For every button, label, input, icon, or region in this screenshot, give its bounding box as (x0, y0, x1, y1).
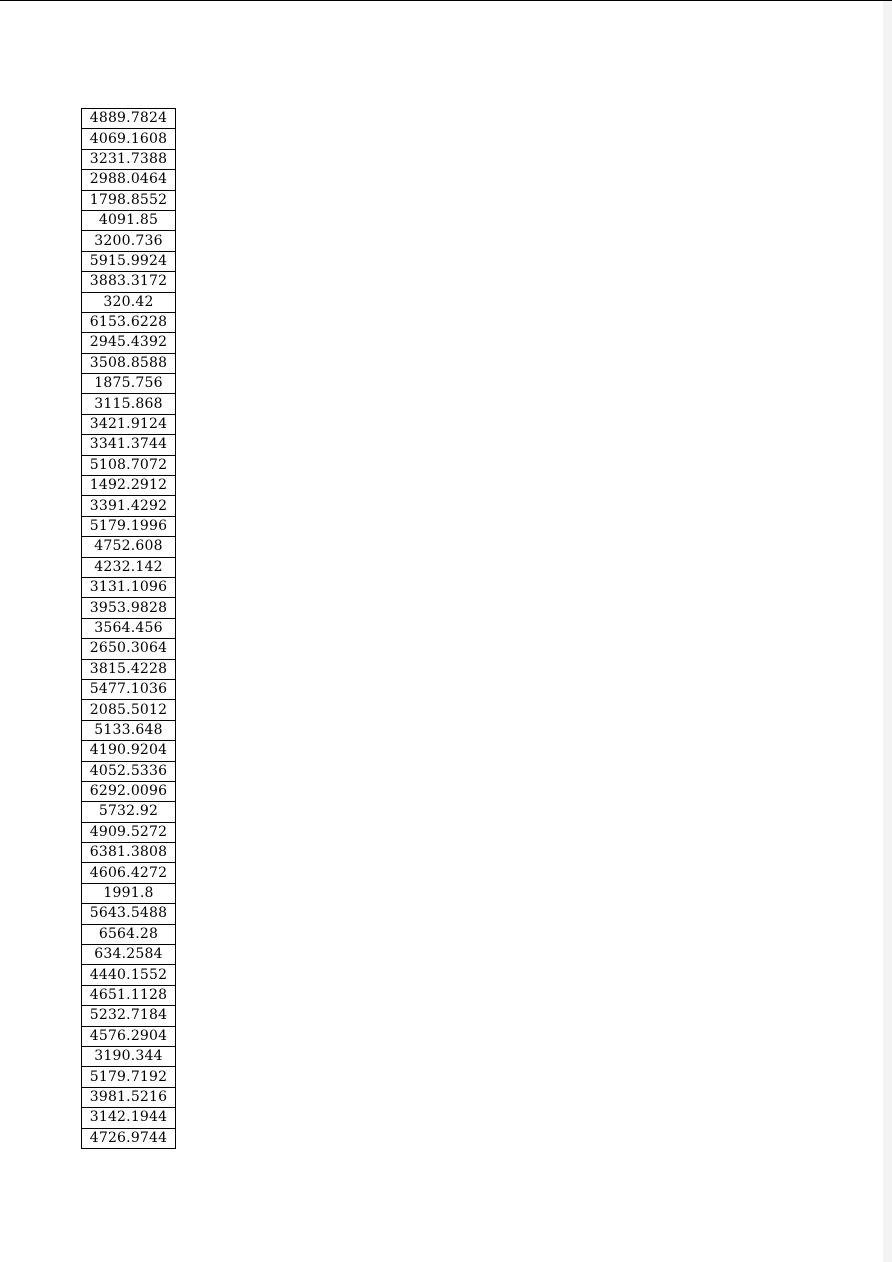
table-row (82, 883, 176, 903)
value-cell: 1875.756 (82, 374, 176, 394)
value-table-body (82, 109, 176, 1149)
value-table (81, 108, 176, 1149)
table-row (82, 945, 176, 965)
value-cell: 3883.3172 (82, 272, 176, 292)
table-row (82, 802, 176, 822)
table-row (82, 618, 176, 638)
value-cell: 4190.9204 (82, 741, 176, 761)
value-cell: 1798.8552 (82, 190, 176, 210)
value-cell: 6292.0096 (82, 781, 176, 801)
table-row (82, 476, 176, 496)
value-cell: 2085.5012 (82, 700, 176, 720)
table-row (82, 414, 176, 434)
page-right-margin (883, 1, 892, 1262)
table-row (82, 190, 176, 210)
table-row (82, 577, 176, 597)
table-row (82, 496, 176, 516)
table-row (82, 1046, 176, 1066)
table-row (82, 435, 176, 455)
table-row (82, 1026, 176, 1046)
value-cell: 5915.9924 (82, 251, 176, 271)
value-cell: 6564.28 (82, 924, 176, 944)
value-cell: 4091.85 (82, 210, 176, 230)
table-row (82, 129, 176, 149)
value-cell: 4440.1552 (82, 965, 176, 985)
value-cell: 5477.1036 (82, 679, 176, 699)
value-cell: 3231.7388 (82, 149, 176, 169)
value-cell: 4052.5336 (82, 761, 176, 781)
table-row (82, 985, 176, 1005)
value-cell: 4909.5272 (82, 822, 176, 842)
table-row (82, 231, 176, 251)
value-cell: 4726.9744 (82, 1128, 176, 1148)
table-row (82, 557, 176, 577)
value-cell: 3391.4292 (82, 496, 176, 516)
value-cell: 3190.344 (82, 1046, 176, 1066)
table-row (82, 170, 176, 190)
value-cell: 4576.2904 (82, 1026, 176, 1046)
value-cell: 5108.7072 (82, 455, 176, 475)
value-cell: 5232.7184 (82, 1006, 176, 1026)
value-cell: 3953.9828 (82, 598, 176, 618)
value-cell: 6381.3808 (82, 843, 176, 863)
table-row (82, 455, 176, 475)
value-cell: 3981.5216 (82, 1087, 176, 1107)
table-row (82, 863, 176, 883)
value-cell: 2988.0464 (82, 170, 176, 190)
value-cell: 3341.3744 (82, 435, 176, 455)
value-cell: 5179.7192 (82, 1067, 176, 1087)
value-cell: 3421.9124 (82, 414, 176, 434)
value-cell: 4651.1128 (82, 985, 176, 1005)
table-row (82, 822, 176, 842)
value-cell: 3131.1096 (82, 577, 176, 597)
value-cell: 2650.3064 (82, 639, 176, 659)
value-cell: 2945.4392 (82, 333, 176, 353)
value-cell: 4232.142 (82, 557, 176, 577)
table-row (82, 639, 176, 659)
table-row (82, 210, 176, 230)
table-row (82, 312, 176, 332)
table-row (82, 394, 176, 414)
table-row (82, 659, 176, 679)
value-cell: 5732.92 (82, 802, 176, 822)
value-cell: 4069.1608 (82, 129, 176, 149)
table-row (82, 700, 176, 720)
value-cell: 5643.5488 (82, 904, 176, 924)
table-row (82, 904, 176, 924)
table-row (82, 679, 176, 699)
value-cell: 1991.8 (82, 883, 176, 903)
table-row (82, 374, 176, 394)
table-row (82, 272, 176, 292)
table-row (82, 598, 176, 618)
value-cell: 3564.456 (82, 618, 176, 638)
table-row (82, 924, 176, 944)
value-cell: 3508.8588 (82, 353, 176, 373)
value-cell: 3115.868 (82, 394, 176, 414)
value-cell: 3142.1944 (82, 1108, 176, 1128)
value-cell: 5133.648 (82, 720, 176, 740)
value-cell: 4752.608 (82, 537, 176, 557)
value-cell: 3200.736 (82, 231, 176, 251)
table-row (82, 1128, 176, 1148)
table-row (82, 516, 176, 536)
value-cell: 3815.4228 (82, 659, 176, 679)
value-cell: 320.42 (82, 292, 176, 312)
table-row (82, 251, 176, 271)
table-row (82, 1067, 176, 1087)
value-cell: 1492.2912 (82, 476, 176, 496)
value-cell: 634.2584 (82, 945, 176, 965)
table-row (82, 1108, 176, 1128)
table-row (82, 781, 176, 801)
table-row (82, 1087, 176, 1107)
table-row (82, 720, 176, 740)
table-row (82, 333, 176, 353)
table-row (82, 292, 176, 312)
table-row (82, 741, 176, 761)
table-row (82, 109, 176, 129)
value-cell: 4606.4272 (82, 863, 176, 883)
table-row (82, 965, 176, 985)
value-cell: 6153.6228 (82, 312, 176, 332)
page-top-border (0, 0, 892, 1)
table-row (82, 353, 176, 373)
value-cell: 4889.7824 (82, 109, 176, 129)
table-row (82, 537, 176, 557)
table-row (82, 149, 176, 169)
value-cell: 5179.1996 (82, 516, 176, 536)
table-row (82, 1006, 176, 1026)
table-row (82, 843, 176, 863)
table-row (82, 761, 176, 781)
